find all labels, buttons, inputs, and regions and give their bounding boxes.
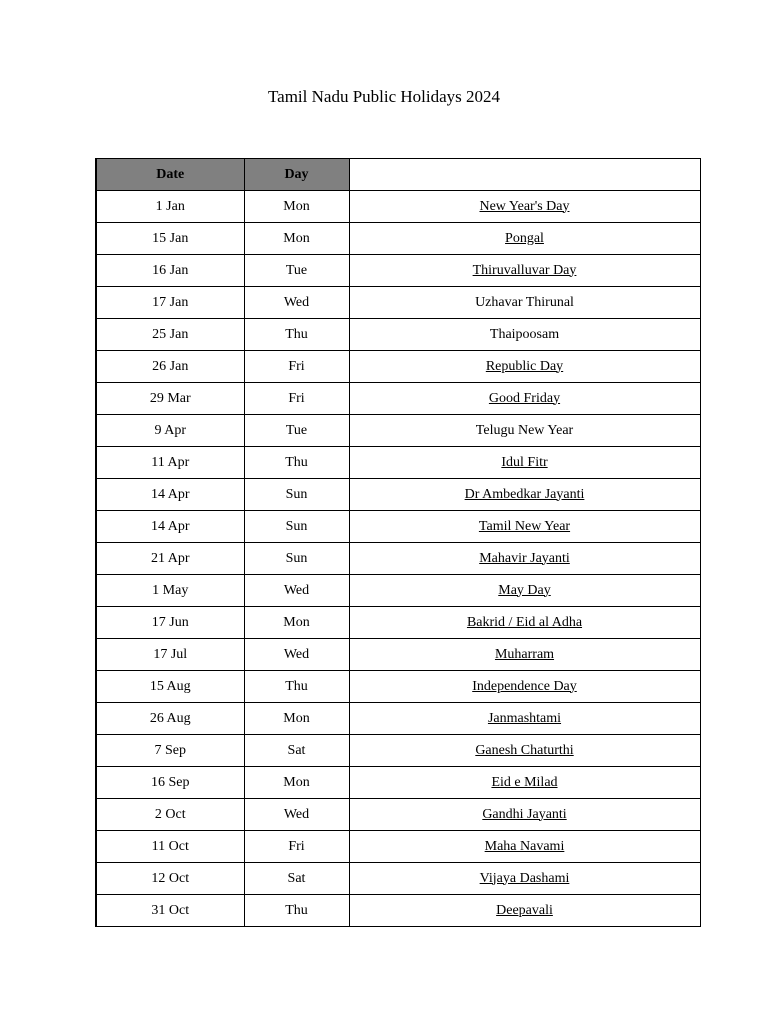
holiday-rows bbox=[96, 191, 700, 927]
day-cell: Thu bbox=[244, 319, 349, 351]
holiday-name: Uzhavar Thirunal bbox=[475, 294, 574, 310]
date-cell: 11 Apr bbox=[96, 447, 244, 479]
holiday-link[interactable]: Republic Day bbox=[485, 358, 564, 374]
table-row bbox=[96, 863, 700, 895]
holiday-table bbox=[95, 158, 701, 927]
holiday-cell bbox=[349, 831, 700, 863]
day-cell: Fri bbox=[244, 351, 349, 383]
table-header-row bbox=[96, 159, 700, 191]
table-row bbox=[96, 191, 700, 223]
table-row bbox=[96, 607, 700, 639]
holiday-name: Thaipoosam bbox=[489, 326, 560, 342]
holiday-cell bbox=[349, 191, 700, 223]
table-row bbox=[96, 351, 700, 383]
table-row bbox=[96, 543, 700, 575]
day-cell: Sun bbox=[244, 511, 349, 543]
holiday-cell bbox=[349, 639, 700, 671]
date-cell: 14 Apr bbox=[96, 479, 244, 511]
day-cell: Fri bbox=[244, 383, 349, 415]
holiday-link[interactable]: New Year's Day bbox=[479, 198, 570, 214]
header-day: Day bbox=[244, 159, 349, 191]
holiday-cell bbox=[349, 799, 700, 831]
table-row bbox=[96, 319, 700, 351]
day-cell: Sat bbox=[244, 863, 349, 895]
table-row bbox=[96, 255, 700, 287]
date-cell: 31 Oct bbox=[96, 895, 244, 927]
day-cell: Wed bbox=[244, 639, 349, 671]
table-row bbox=[96, 511, 700, 543]
table-row bbox=[96, 383, 700, 415]
holiday-link[interactable]: Ganesh Chaturthi bbox=[475, 742, 574, 758]
header-date: Date bbox=[96, 159, 244, 191]
date-cell: 14 Apr bbox=[96, 511, 244, 543]
table-row bbox=[96, 447, 700, 479]
holiday-cell bbox=[349, 351, 700, 383]
holiday-link[interactable]: Good Friday bbox=[488, 390, 561, 406]
date-cell: 11 Oct bbox=[96, 831, 244, 863]
page-title: Tamil Nadu Public Holidays 2024 bbox=[267, 87, 501, 106]
date-cell: 1 May bbox=[96, 575, 244, 607]
holiday-link[interactable]: Deepavali bbox=[496, 902, 553, 918]
table-row bbox=[96, 831, 700, 863]
holiday-link[interactable]: Idul Fitr bbox=[501, 454, 548, 470]
holiday-cell bbox=[349, 447, 700, 479]
holiday-cell bbox=[349, 223, 700, 255]
table-row bbox=[96, 575, 700, 607]
day-cell: Mon bbox=[244, 607, 349, 639]
holiday-cell bbox=[349, 607, 700, 639]
date-cell: 17 Jul bbox=[96, 639, 244, 671]
holiday-cell bbox=[349, 319, 700, 351]
table-row bbox=[96, 415, 700, 447]
header-holiday bbox=[349, 159, 700, 191]
holiday-cell bbox=[349, 511, 700, 543]
date-cell: 15 Aug bbox=[96, 671, 244, 703]
day-cell: Mon bbox=[244, 191, 349, 223]
holiday-link[interactable]: Tamil New Year bbox=[478, 518, 571, 534]
table-row bbox=[96, 479, 700, 511]
holiday-link[interactable]: May Day bbox=[498, 582, 551, 598]
table-row bbox=[96, 287, 700, 319]
holiday-link[interactable]: Dr Ambedkar Jayanti bbox=[464, 486, 585, 502]
date-cell: 26 Aug bbox=[96, 703, 244, 735]
day-cell: Tue bbox=[244, 415, 349, 447]
date-cell: 16 Jan bbox=[96, 255, 244, 287]
table-row bbox=[96, 895, 700, 927]
day-cell: Mon bbox=[244, 223, 349, 255]
table-row bbox=[96, 671, 700, 703]
holiday-cell bbox=[349, 287, 700, 319]
date-cell: 25 Jan bbox=[96, 319, 244, 351]
date-cell: 16 Sep bbox=[96, 767, 244, 799]
date-cell: 15 Jan bbox=[96, 223, 244, 255]
date-cell: 2 Oct bbox=[96, 799, 244, 831]
holiday-link[interactable]: Bakrid / Eid al Adha bbox=[466, 614, 583, 630]
holiday-link[interactable]: Independence Day bbox=[472, 678, 577, 694]
date-cell: 1 Jan bbox=[96, 191, 244, 223]
day-cell: Mon bbox=[244, 767, 349, 799]
holiday-cell bbox=[349, 543, 700, 575]
table-row bbox=[96, 799, 700, 831]
date-cell: 9 Apr bbox=[96, 415, 244, 447]
day-cell: Sat bbox=[244, 735, 349, 767]
holiday-cell bbox=[349, 895, 700, 927]
holiday-link[interactable]: Muharram bbox=[494, 646, 555, 662]
holiday-link[interactable]: Janmashtami bbox=[487, 710, 562, 726]
holiday-cell bbox=[349, 767, 700, 799]
table-row bbox=[96, 735, 700, 767]
holiday-name: Telugu New Year bbox=[475, 422, 574, 438]
holiday-link[interactable]: Thiruvalluvar Day bbox=[472, 262, 577, 278]
day-cell: Sun bbox=[244, 479, 349, 511]
day-cell: Wed bbox=[244, 575, 349, 607]
date-cell: 26 Jan bbox=[96, 351, 244, 383]
date-cell: 29 Mar bbox=[96, 383, 244, 415]
day-cell: Thu bbox=[244, 671, 349, 703]
table-row bbox=[96, 639, 700, 671]
holiday-link[interactable]: Eid e Milad bbox=[491, 774, 558, 790]
table-row bbox=[96, 767, 700, 799]
holiday-cell bbox=[349, 735, 700, 767]
holiday-link[interactable]: Vijaya Dashami bbox=[479, 870, 570, 886]
date-cell: 7 Sep bbox=[96, 735, 244, 767]
holiday-link[interactable]: Pongal bbox=[505, 230, 544, 246]
holiday-cell bbox=[349, 575, 700, 607]
holiday-link[interactable]: Gandhi Jayanti bbox=[482, 806, 567, 822]
date-cell: 21 Apr bbox=[96, 543, 244, 575]
table-row bbox=[96, 703, 700, 735]
day-cell: Sun bbox=[244, 543, 349, 575]
holiday-cell bbox=[349, 863, 700, 895]
holiday-cell bbox=[349, 255, 700, 287]
day-cell: Fri bbox=[244, 831, 349, 863]
day-cell: Mon bbox=[244, 703, 349, 735]
holiday-cell bbox=[349, 703, 700, 735]
holiday-cell bbox=[349, 383, 700, 415]
holiday-link[interactable]: Mahavir Jayanti bbox=[479, 550, 570, 566]
date-cell: 17 Jan bbox=[96, 287, 244, 319]
date-cell: 17 Jun bbox=[96, 607, 244, 639]
day-cell: Tue bbox=[244, 255, 349, 287]
holiday-cell bbox=[349, 479, 700, 511]
day-cell: Wed bbox=[244, 287, 349, 319]
day-cell: Thu bbox=[244, 447, 349, 479]
holiday-link[interactable]: Maha Navami bbox=[484, 838, 565, 854]
holiday-cell bbox=[349, 671, 700, 703]
day-cell: Wed bbox=[244, 799, 349, 831]
date-cell: 12 Oct bbox=[96, 863, 244, 895]
holiday-cell bbox=[349, 415, 700, 447]
day-cell: Thu bbox=[244, 895, 349, 927]
table-row bbox=[96, 223, 700, 255]
